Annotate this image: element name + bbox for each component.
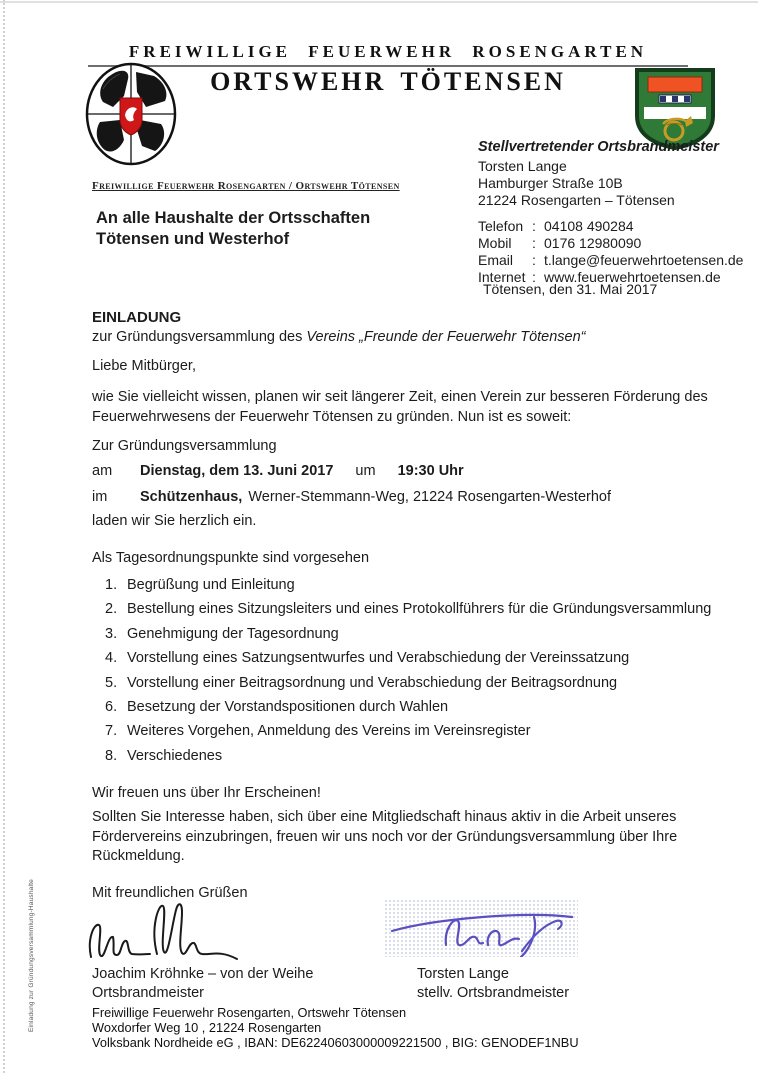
headline-einladung: EINLADUNG bbox=[92, 309, 182, 326]
signature-right-icon bbox=[384, 899, 578, 957]
recipient-line1: An alle Haushalte der Ortsschaften bbox=[96, 209, 371, 227]
invite-line: laden wir Sie herzlich ein. bbox=[92, 513, 257, 529]
signatory-left-title: Ortsbrandmeister bbox=[92, 984, 205, 1001]
salutation: Liebe Mitbürger, bbox=[92, 358, 196, 374]
page-top-edge bbox=[0, 1, 758, 3]
signatory-right-name: Torsten Lange bbox=[417, 966, 509, 982]
agenda-number: 6. bbox=[105, 698, 118, 715]
sender-block bbox=[478, 139, 743, 286]
contact-colon: : bbox=[532, 218, 536, 234]
contact-row-email bbox=[478, 252, 743, 269]
sender-role: Stellvertretender Ortsbrandmeister bbox=[478, 139, 719, 155]
signatory-left-name: Joachim Kröhnke – von der Weihe bbox=[92, 966, 314, 982]
agenda-item bbox=[92, 576, 711, 595]
agenda-number: 7. bbox=[105, 723, 118, 740]
contact-label: Mobil bbox=[478, 235, 512, 251]
agenda-text: Verschiedenes bbox=[127, 747, 223, 764]
meeting-date-line bbox=[92, 462, 464, 481]
meeting-date: Dienstag, dem 13. Juni 2017 bbox=[140, 463, 334, 479]
footer-address: Woxdorfer Weg 10 , 21224 Rosengarten bbox=[92, 1019, 322, 1035]
sender-name: Torsten Lange bbox=[478, 158, 567, 174]
recipient-block bbox=[96, 208, 370, 250]
contact-label: Email bbox=[478, 252, 514, 268]
page-left-perforation bbox=[3, 0, 5, 1073]
agenda-number: 4. bbox=[105, 650, 118, 667]
subject-plain: zur Gründungsversammlung des bbox=[92, 329, 307, 345]
meeting-venue: Schützenhaus, bbox=[140, 489, 243, 505]
contact-row-mobile bbox=[478, 235, 743, 252]
closing-paragraph: Sollten Sie Interesse haben, sich über eine Mitgliedschaft hinaus aktiv in die Arbeit unseres Fördervereins einzubringen, freuen wir uns noch vor der Gründungsversammlung über Ihre Rückmeldung. bbox=[92, 809, 678, 864]
agenda-number: 5. bbox=[105, 674, 118, 691]
footer-org: Freiwillige Feuerwehr Rosengarten, Ortswehr Tötensen bbox=[92, 1005, 407, 1020]
contact-value-website: www.feuerwehrtoetensen.de bbox=[544, 269, 721, 285]
header-org-line: FREIWILLIGE FEUERWEHR ROSENGARTEN bbox=[88, 42, 688, 67]
subject-association-name: Vereins „Freunde der Feuerwehr Tötensen“ bbox=[306, 329, 586, 345]
footer-block bbox=[92, 1006, 579, 1050]
where-label: im bbox=[92, 489, 108, 505]
header-unit-line: ORTSWEHR TÖTENSEN bbox=[210, 67, 566, 96]
agenda-text: Vorstellung einer Beitragsordnung und Verabschiedung der Beitragsordnung bbox=[127, 674, 618, 691]
meeting-address: Werner-Stemmann-Weg, 21224 Rosengarten-Westerhof bbox=[248, 489, 612, 505]
contact-value-mobile: 0176 12980090 bbox=[544, 235, 642, 251]
contact-row-phone bbox=[478, 218, 743, 235]
agenda-list bbox=[92, 576, 711, 771]
agenda-item bbox=[92, 698, 711, 717]
agenda-intro: Als Tagesordnungspunkte sind vorgesehen bbox=[92, 550, 370, 566]
agenda-text: Begrüßung und Einleitung bbox=[127, 577, 295, 593]
regards-line: Mit freundlichen Grüßen bbox=[92, 885, 248, 901]
agenda-number: 8. bbox=[105, 747, 118, 764]
agenda-item bbox=[92, 649, 711, 668]
contact-label: Internet bbox=[478, 269, 526, 285]
sender-street: Hamburger Straße 10B bbox=[478, 175, 623, 191]
agenda-text: Besetzung der Vorstandspositionen durch Wahlen bbox=[127, 698, 449, 715]
recipient-line2: Tötensen und Westerhof bbox=[96, 230, 290, 248]
reference-line: Freiwillige Feuerwehr Rosengarten / Ortswehr Tötensen bbox=[92, 180, 400, 192]
contact-colon: : bbox=[532, 269, 536, 285]
closing-line1: Wir freuen uns über Ihr Erscheinen! bbox=[92, 785, 321, 801]
sender-contacts bbox=[478, 218, 743, 286]
agenda-item bbox=[92, 625, 711, 644]
meeting-place-line bbox=[92, 488, 611, 507]
signatory-right-title: stellv. Ortsbrandmeister bbox=[417, 984, 570, 1001]
intro-paragraph: wie Sie vielleicht wissen, planen wir seit längerer Zeit, einen Verein zur besseren Förderung des Feuerwehrwesens der Feuerwehr Tötensen zu gründen. Nun ist es soweit: bbox=[92, 389, 708, 425]
agenda-number: 3. bbox=[105, 625, 118, 642]
um-label: um bbox=[355, 463, 376, 479]
agenda-number: 2. bbox=[105, 601, 118, 618]
when-label: am bbox=[92, 463, 113, 479]
date-line: Tötensen, den 31. Mai 2017 bbox=[483, 281, 658, 297]
signatory-right bbox=[417, 965, 569, 1002]
agenda-text: Vorstellung eines Satzungsentwurfes und Verabschiedung der Vereinssatzung bbox=[127, 650, 630, 667]
agenda-number: 1. bbox=[105, 577, 118, 593]
footer-bank: Volksbank Nordheide eG , IBAN: DE62240603000009221500 , BIG: GENODEF1NBU bbox=[92, 1034, 579, 1050]
agenda-text: Genehmigung der Tagesordnung bbox=[127, 625, 339, 642]
meeting-time: 19:30 Uhr bbox=[397, 463, 464, 479]
contact-value-email: t.lange@feuerwehrtoetensen.de bbox=[544, 252, 744, 268]
agenda-item bbox=[92, 747, 711, 766]
contact-colon: : bbox=[532, 252, 536, 268]
sender-city: 21224 Rosengarten – Tötensen bbox=[478, 192, 675, 208]
contact-colon: : bbox=[532, 235, 536, 251]
contact-value-phone: 04108 490284 bbox=[544, 218, 634, 234]
side-document-label: Einladung zur Gründungsversammlung-Haushalte bbox=[28, 879, 35, 1032]
signatory-left bbox=[92, 965, 313, 1002]
agenda-item bbox=[92, 722, 711, 741]
subject-line bbox=[92, 328, 586, 347]
fire-brigade-emblem-icon bbox=[84, 62, 179, 171]
agenda-text: Weiteres Vorgehen, Anmeldung des Vereins im Vereinsregister bbox=[127, 723, 531, 740]
agenda-item bbox=[92, 600, 711, 619]
agenda-item bbox=[92, 674, 711, 693]
signature-left-icon bbox=[85, 897, 245, 972]
agenda-text: Bestellung eines Sitzungsleiters und eines Protokollführers für die Gründungsversammlung bbox=[127, 601, 712, 618]
contact-label: Telefon bbox=[478, 218, 524, 234]
meeting-intro: Zur Gründungsversammlung bbox=[92, 438, 277, 454]
